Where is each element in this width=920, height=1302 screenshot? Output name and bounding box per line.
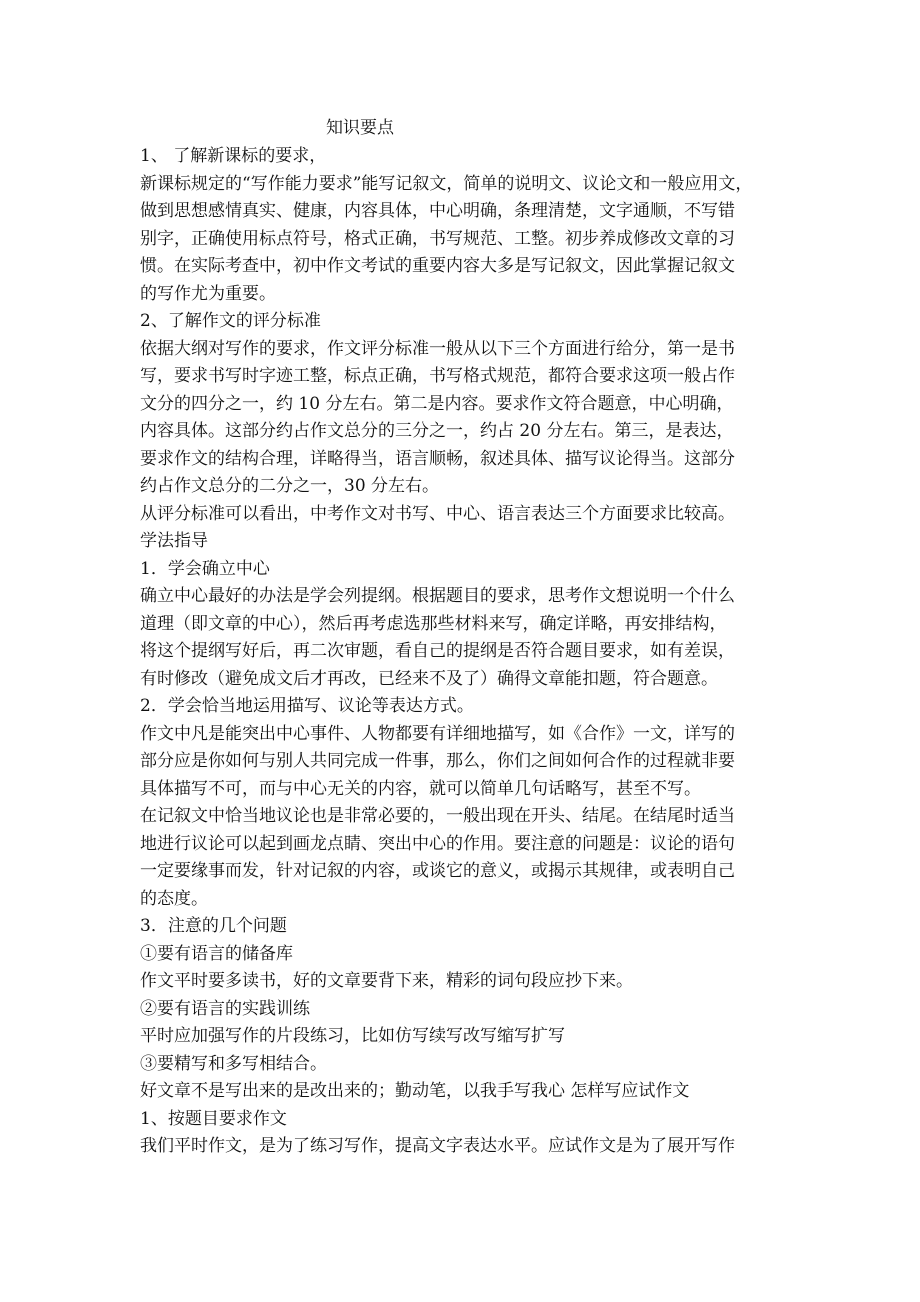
text-line: 写，要求书写时字迹工整，标点正确，书写格式规范，都符合要求这项一般占作: [140, 366, 735, 386]
text-line: 1．学会确立中心: [140, 558, 270, 579]
document-text: [140, 143, 782, 1161]
text-line: 惯。在实际考查中，初中作文考试的重要内容大多是写记叙文，因此掌握记叙文: [140, 256, 735, 276]
text-line: 3．注意的几个问题: [140, 916, 287, 936]
text-line: 道理（即文章的中心），然后再考虑选那些材料来写，确定详略，再安排结构，: [140, 613, 727, 634]
text-line: 约占作文总分的二分之一，30 分左右。: [140, 476, 440, 496]
text-line: 2、了解作文的评分标准: [140, 311, 321, 331]
text-line: 做到思想感情真实、健康，内容具体，中心明确，条理清楚，文字通顺，不写错: [140, 201, 735, 221]
text-line: 学法指导: [140, 531, 208, 551]
text-line: 有时修改（避免成文后才再改，已经来不及了）确得文章能扣题，符合题意。: [140, 668, 718, 689]
text-line: 的写作尤为重要。: [140, 283, 276, 304]
text-line: 要求作文的结构合理，详略得当，语言顺畅，叙述具体、描写议论得当。这部分: [140, 448, 735, 469]
text-line: 依据大纲对写作的要求，作文评分标准一般从以下三个方面进行给分，第一是书: [140, 338, 735, 359]
text-line: 将这个提纲写好后，再二次审题，看自己的提纲是否符合题目要求，如有差误，: [140, 641, 735, 661]
text-line: 在记叙文中恰当地议论也是非常必要的，一般出现在开头、结尾。在结尾时适当: [140, 806, 735, 826]
text-line: 内容具体。这部分约占作文总分的三分之一，约占 20 分左右。第三，是表达，: [140, 421, 734, 441]
text-line: 作文平时要多读书，好的文章要背下来，精彩的词句段应抄下来。: [140, 971, 633, 991]
text-line: ②要有语言的实践训练: [140, 998, 310, 1019]
text-line: 确立中心最好的办法是学会列提纲。根据题目的要求，思考作文想说明一个什么: [140, 586, 735, 606]
text-line: 1、 了解新课标的要求，: [140, 146, 327, 166]
text-line: 好文章不是写出来的是改出来的；勤动笔，以我手写我心 怎样写应试作文: [140, 1081, 690, 1101]
text-line: ③要精写和多写相结合。: [140, 1053, 327, 1074]
text-line: 我们平时作文，是为了练习写作，提高文字表达水平。应试作文是为了展开写作: [140, 1136, 735, 1156]
text-line: 2．学会恰当地运用描写、议论等表达方式。: [140, 696, 474, 716]
text-line: 新课标规定的“写作能力要求”能写记叙文，简单的说明文、议论文和一般应用文，: [140, 173, 753, 194]
text-line: ①要有语言的储备库: [140, 943, 293, 964]
text-line: 文分的四分之一，约 10 分左右。第二是内容。要求作文符合题意，中心明确，: [140, 393, 734, 414]
text-line: 1、按题目要求作文: [140, 1108, 287, 1129]
text-line: 从评分标准可以看出，中考作文对书写、中心、语言表达三个方面要求比较高。: [140, 503, 735, 524]
text-line: 部分应是你如何与别人共同完成一件事，那么，你们之间如何合作的过程就非要: [140, 751, 735, 771]
text-line: 平时应加强写作的片段练习，比如仿写续写改写缩写扩写: [140, 1026, 565, 1046]
document-body: [140, 114, 782, 1161]
text-line: 具体描写不可，而与中心无关的内容，就可以简单几句话略写，甚至不写。: [140, 778, 701, 799]
text-line: 的态度。: [140, 888, 208, 909]
text-line: 作文中凡是能突出中心事件、人物都要有详细地描写，如《合作》一文，详写的: [140, 723, 735, 744]
text-line: 别字，正确使用标点符号，格式正确，书写规范、工整。初步养成修改文章的习: [140, 228, 735, 249]
text-line: 一定要缘事而发，针对记叙的内容，或谈它的意义，或揭示其规律，或表明自己: [140, 861, 735, 881]
text-line: 地进行议论可以起到画龙点睛、突出中心的作用。要注意的问题是：议论的语句: [140, 833, 735, 854]
document-title: 知识要点: [326, 118, 394, 138]
